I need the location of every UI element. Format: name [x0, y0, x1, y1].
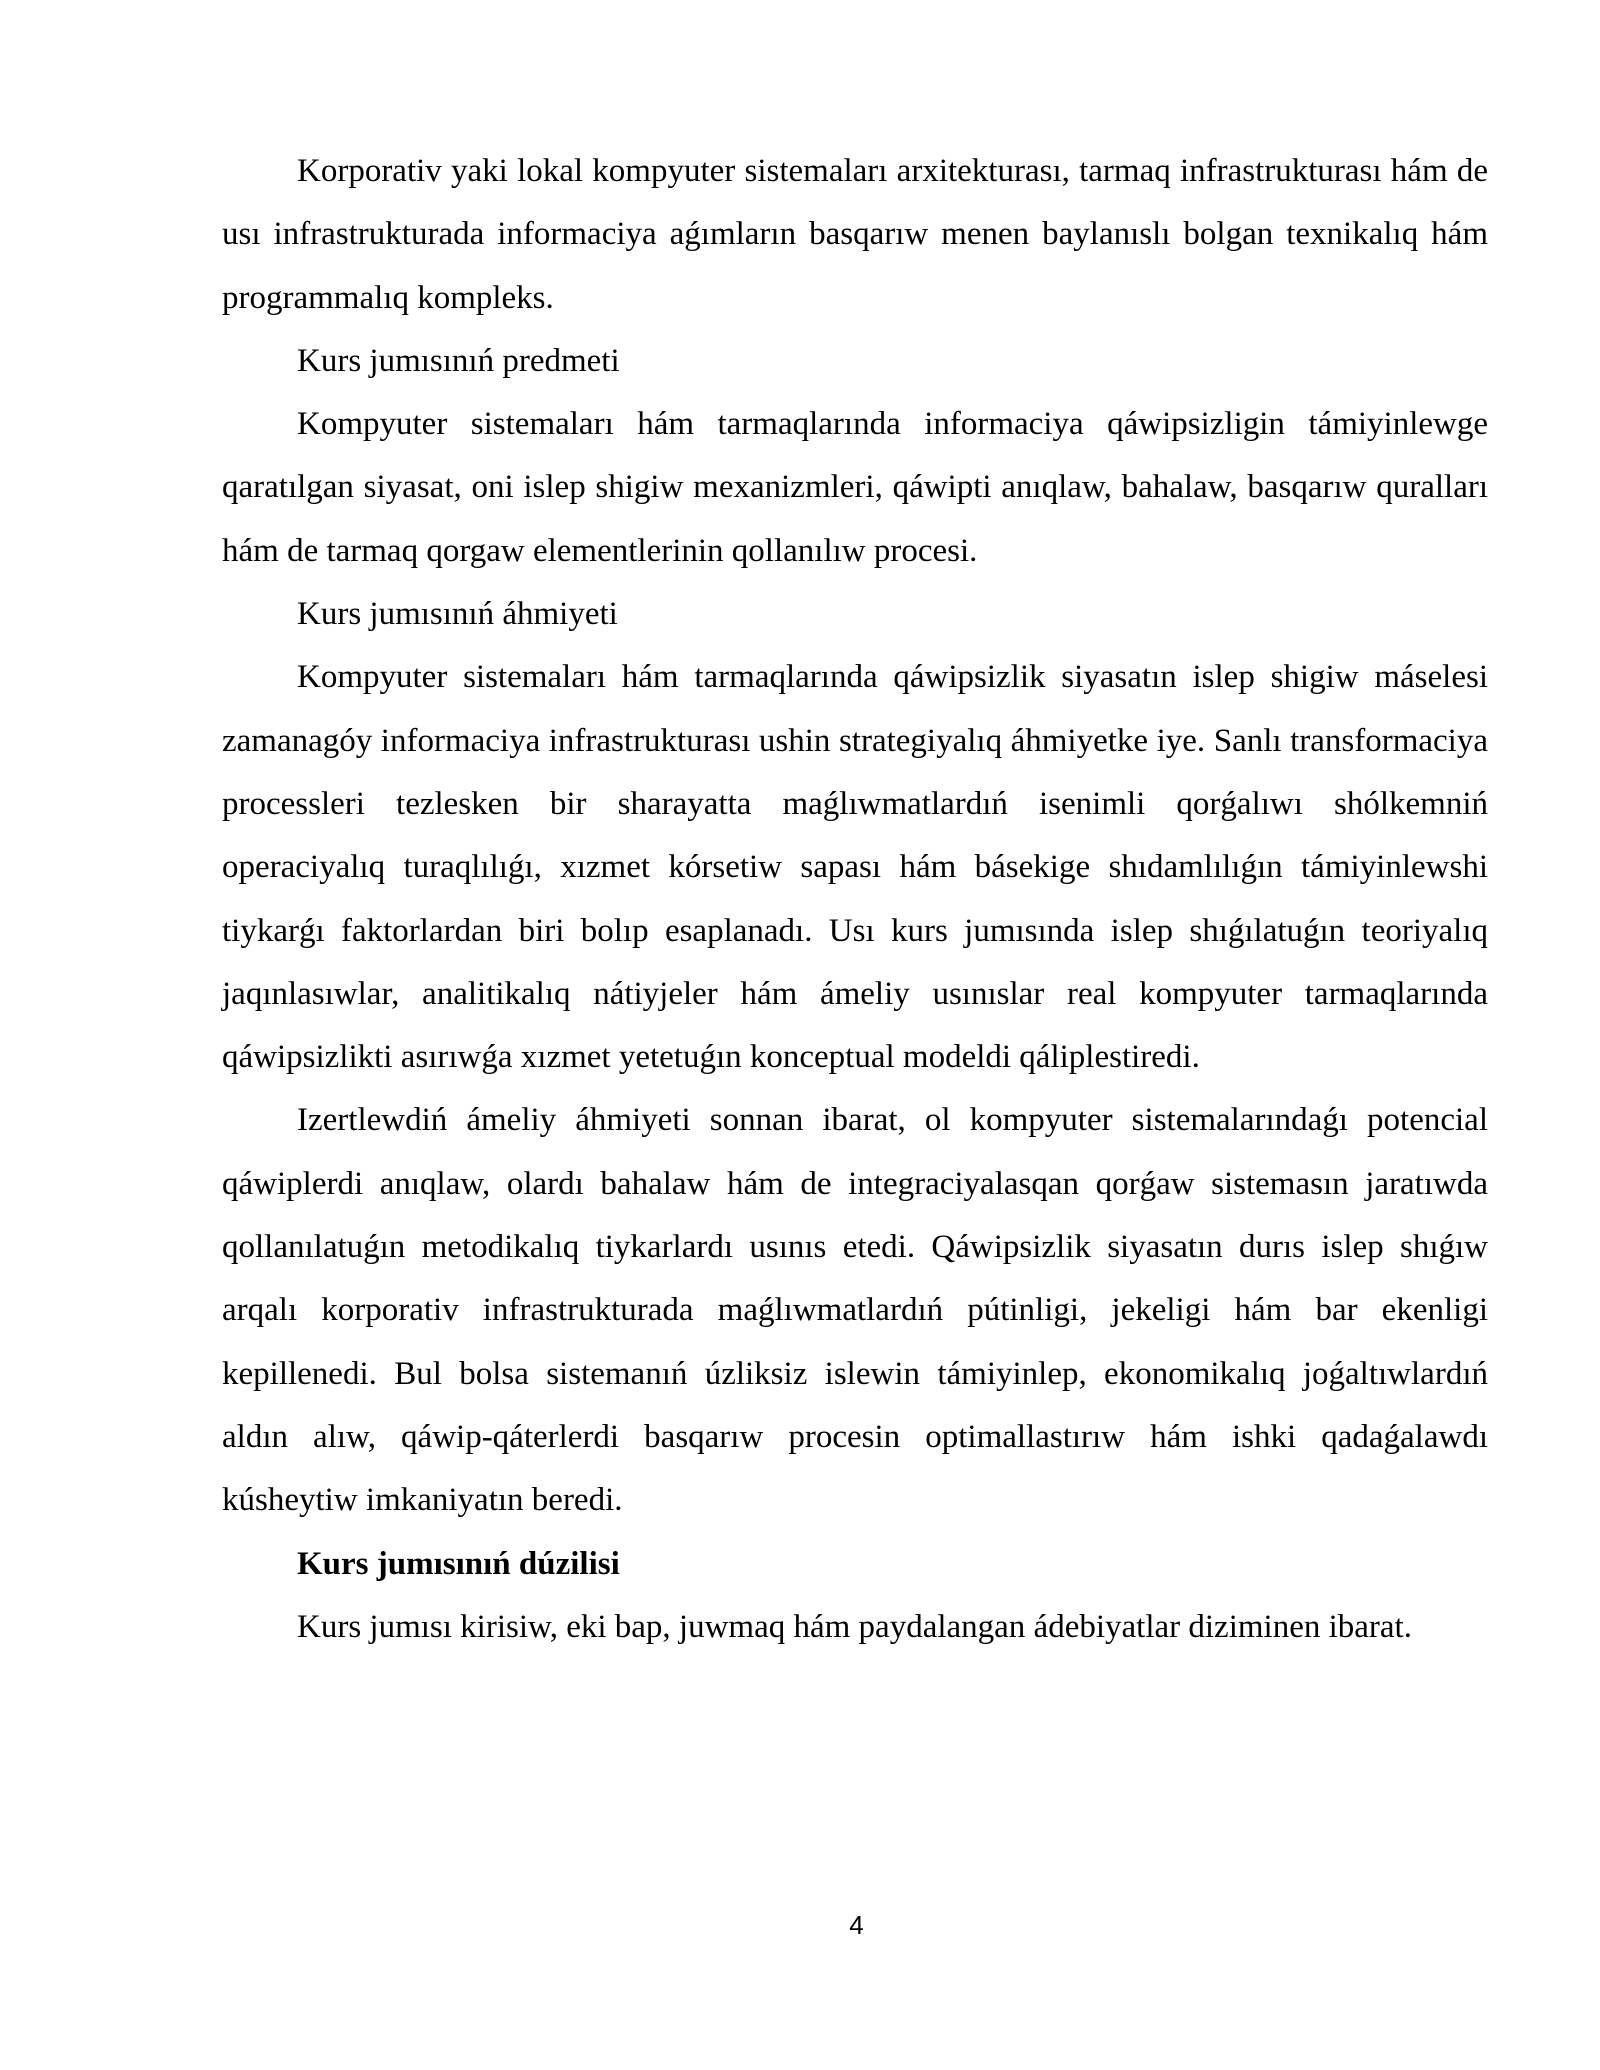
page-number: 4	[849, 1910, 864, 1940]
document-page	[222, 140, 1488, 1659]
paragraph-object-description: Korporativ yaki lokal kompyuter sistemaları arxitekturası, tarmaq infrastrukturası hám de usı infrastrukturada informaciya aǵımların basqarıw menen baylanıslı bolgan texnikalıq hám programmalıq kompleks.	[222, 153, 1488, 316]
paragraph-importance: Kompyuter sistemaları hám tarmaqlarında qáwipsizlik siyasatın islep shigiw máselesi zamanagóy informaciya infrastrukturası ushin strategiyalıq áhmiyetke iye. Sanlı transformaciya processleri tezlesken bir sharayatta maǵlıwmatlardıń isenimli qorǵalıwı shólkemniń operaciyalıq turaqlılıǵı, xızmet kórsetiw sapası hám básekige shıdamlılıǵın támiyinlewshi tiykarǵı faktorlardan biri bolıp esaplanadı. Usı kurs jumısında islep shıǵılatuǵın teoriyalıq jaqınlasıwlar, analitikalıq nátiyjeler hám ámeliy usınıslar real kompyuter tarmaqlarında qáwipsizlikti asırıwǵa xızmet yetetuǵın konceptual modeldi qáliplestiredi.	[222, 659, 1488, 1076]
paragraph-subject: Kompyuter sistemaları hám tarmaqlarında informaciya qáwipsizligin támiyinlewge qaratılgan siyasat, oni islep shigiw mexanizmleri, qáwipti anıqlaw, bahalaw, basqarıw quralları hám de tarmaq qorgaw elementlerinin qollanılıw procesi.	[222, 406, 1488, 569]
heading-structure: Kurs jumısınıń dúzilisi	[297, 1545, 620, 1582]
heading-subject: Kurs jumısınıń predmeti	[297, 342, 620, 379]
heading-importance: Kurs jumısınıń áhmiyeti	[297, 596, 618, 633]
paragraph-structure: Kurs jumısı kirisiw, eki bap, juwmaq hám paydalangan ádebiyatlar diziminen ibarat.	[297, 1608, 1412, 1645]
paragraph-practical-importance: Izertlewdiń ámeliy áhmiyeti sonnan ibarat, ol kompyuter sistemalarındaǵı potencial qáwiplerdi anıqlaw, olardı bahalaw hám de integraciyalasqan qorǵaw sistemasın jaratıwda qollanılatuǵın metodikalıq tiykarlardı usınıs etedi. Qáwipsizlik siyasatın durıs islep shıǵıw arqalı korporativ infrastrukturada maǵlıwmatlardıń pútinligi, jekeligi hám bar ekenligi kepillenedi. Bul bolsa sistemanıń úzliksiz islewin támiyinlep, ekonomikalıq joǵaltıwlardıń aldın alıw, qáwip-qáterlerdi basqarıw procesin optimallastırıw hám ishki qadaǵalawdı kúsheytiw imkaniyatın beredi.	[222, 1102, 1488, 1519]
